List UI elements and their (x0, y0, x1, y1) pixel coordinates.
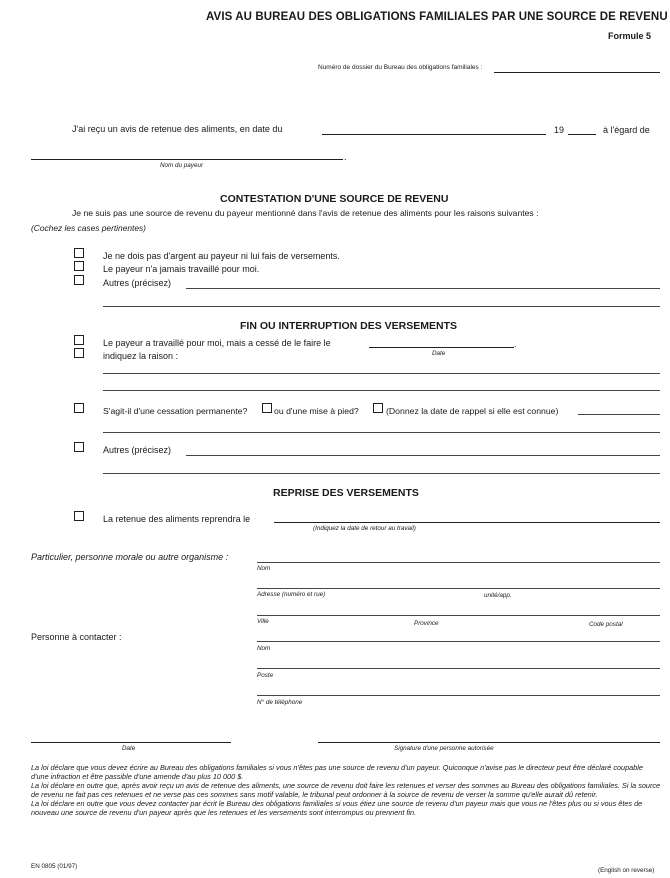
contest-heading: CONTESTATION D'UNE SOURCE DE REVENU (220, 193, 449, 205)
party-name-field[interactable] (257, 562, 660, 563)
period: . (344, 152, 347, 162)
option-no-money-owed: Je ne dois pas d'argent au payeur ni lui fais de versements. (103, 251, 340, 261)
checkbox-other-interruption[interactable] (74, 442, 84, 452)
other-contest-field-2[interactable] (103, 306, 660, 307)
other-contest-field[interactable] (186, 288, 660, 289)
signature-field[interactable] (318, 742, 660, 743)
payer-name-field[interactable] (31, 159, 343, 160)
reason-field[interactable] (103, 373, 660, 374)
contact-phone-field[interactable] (257, 695, 660, 696)
layoff-question: ou d'une mise à pied? (274, 406, 359, 416)
recall-field-2[interactable] (103, 432, 660, 433)
party-province-label: Province (414, 620, 439, 627)
regard-label: à l'égard de (603, 125, 650, 135)
party-name-label: Nom (257, 565, 271, 572)
form-number: Formule 5 (608, 31, 652, 41)
contact-label: Personne à contacter : (31, 632, 122, 642)
checkbox-never-worked[interactable] (74, 261, 84, 271)
other-interruption-field[interactable] (186, 455, 660, 456)
resume-hint: (Indiquez la date de retour au travail) (313, 525, 416, 532)
notice-date-field[interactable] (322, 134, 546, 135)
period-2: . (514, 339, 517, 349)
checkbox-permanent[interactable] (262, 403, 272, 413)
file-number-field[interactable] (494, 72, 660, 73)
option-never-worked: Le payeur n'a jamais travaillé pour moi. (103, 264, 260, 274)
legal-paragraph-3: La loi déclare en outre que vous devez contacter par écrit le Bureau des obligations familiales si vous étiez une source de revenu d'un payeur mais que vous ne l'êtes plus ou si vous êtes de nouveau une source de revenu d'un payeur après que les retenues et les versements sont interrompus ou prennent fin. (31, 799, 643, 817)
party-city-label: Ville (257, 618, 269, 625)
interruption-heading: FIN OU INTERRUPTION DES VERSEMENTS (240, 320, 458, 332)
stopped-working-text: Le payeur a travaillé pour moi, mais a cessé de le faire le (103, 338, 331, 348)
checkbox-resume[interactable] (74, 511, 84, 521)
party-address-field[interactable] (257, 588, 660, 589)
date-label: Date (432, 350, 446, 357)
contest-statement: Je ne suis pas une source de revenu du payeur mentionné dans l'avis de retenue des aliments pour les raisons suivantes : (72, 208, 539, 218)
recall-date-field[interactable] (578, 414, 660, 415)
english-on-reverse: (English on reverse) (598, 867, 655, 874)
other-interruption-label: Autres (précisez) (103, 445, 172, 455)
legal-paragraph-2: La loi déclare en outre que, après avoir reçu un avis de retenue des aliments, une source de revenu doit faire les retenues et verser des sommes au Bureau des obligations familiales. Si la source de revenu ne fait pas ces retenues et ne verse pas ces sommes sans motif valable, le tribunal peut ordonner à la source de revenu de verser la somme qu'elle aurait dû retenir. (31, 781, 661, 799)
legal-notice (31, 763, 661, 817)
checkbox-stopped-working[interactable] (74, 335, 84, 345)
reason-label: indiquez la raison : (103, 351, 179, 361)
payer-label: Nom du payeur (160, 162, 204, 169)
contact-name-label: Nom (257, 645, 271, 652)
year-field[interactable] (568, 134, 596, 135)
file-number-label: Numéro de dossier du Bureau des obligations familiales : (318, 64, 483, 71)
other-interruption-field-2[interactable] (103, 473, 660, 474)
contact-position-field[interactable] (257, 668, 660, 669)
party-unit-label: unité/app. (484, 592, 512, 599)
checkbox-permanent-question[interactable] (74, 403, 84, 413)
intro-text: J'ai reçu un avis de retenue des aliments, en date du (72, 124, 283, 134)
checkbox-reason[interactable] (74, 348, 84, 358)
checkbox-no-money-owed[interactable] (74, 248, 84, 258)
sign-date-label: Date (122, 745, 136, 752)
signature-label: Signature d'une personne autorisée (394, 745, 494, 752)
resume-heading: REPRISE DES VERSEMENTS (273, 487, 419, 499)
option-other-contest: Autres (précisez) (103, 278, 172, 288)
form-title: AVIS AU BUREAU DES OBLIGATIONS FAMILIALES PAR UNE SOURCE DE REVENU (206, 11, 668, 23)
reason-field-2[interactable] (103, 390, 660, 391)
permanent-question: S'agit-il d'une cessation permanente? (103, 406, 248, 416)
party-label: Particulier, personne morale ou autre organisme : (31, 552, 229, 562)
recall-note: (Donnez la date de rappel si elle est connue) (386, 406, 559, 416)
contact-position-label: Poste (257, 672, 274, 679)
form-code: EN 0805 (01/97) (31, 863, 78, 870)
contact-name-field[interactable] (257, 641, 660, 642)
party-postal-label: Code postal (589, 621, 623, 628)
party-city-field[interactable] (257, 615, 660, 616)
resume-date-field[interactable] (274, 522, 660, 523)
contact-phone-label: N° de téléphone (257, 699, 303, 706)
sign-date-field[interactable] (31, 742, 231, 743)
legal-paragraph-1: La loi déclare que vous devez écrire au Bureau des obligations familiales si vous n'êtes pas une source de revenu d'un payeur. Quiconque n'avise pas le directeur peut être déclaré coupable d'une infraction et être passible d'une amende d'au plus 10 000 $. (31, 763, 643, 781)
resume-text: La retenue des aliments reprendra le (103, 514, 251, 524)
check-note: (Cochez les cases pertinentes) (31, 223, 146, 233)
checkbox-layoff[interactable] (373, 403, 383, 413)
checkbox-other-contest[interactable] (74, 275, 84, 285)
stop-date-field[interactable] (369, 347, 514, 348)
year-prefix: 19 (554, 125, 565, 135)
party-address-label: Adresse (numéro et rue) (257, 591, 326, 598)
